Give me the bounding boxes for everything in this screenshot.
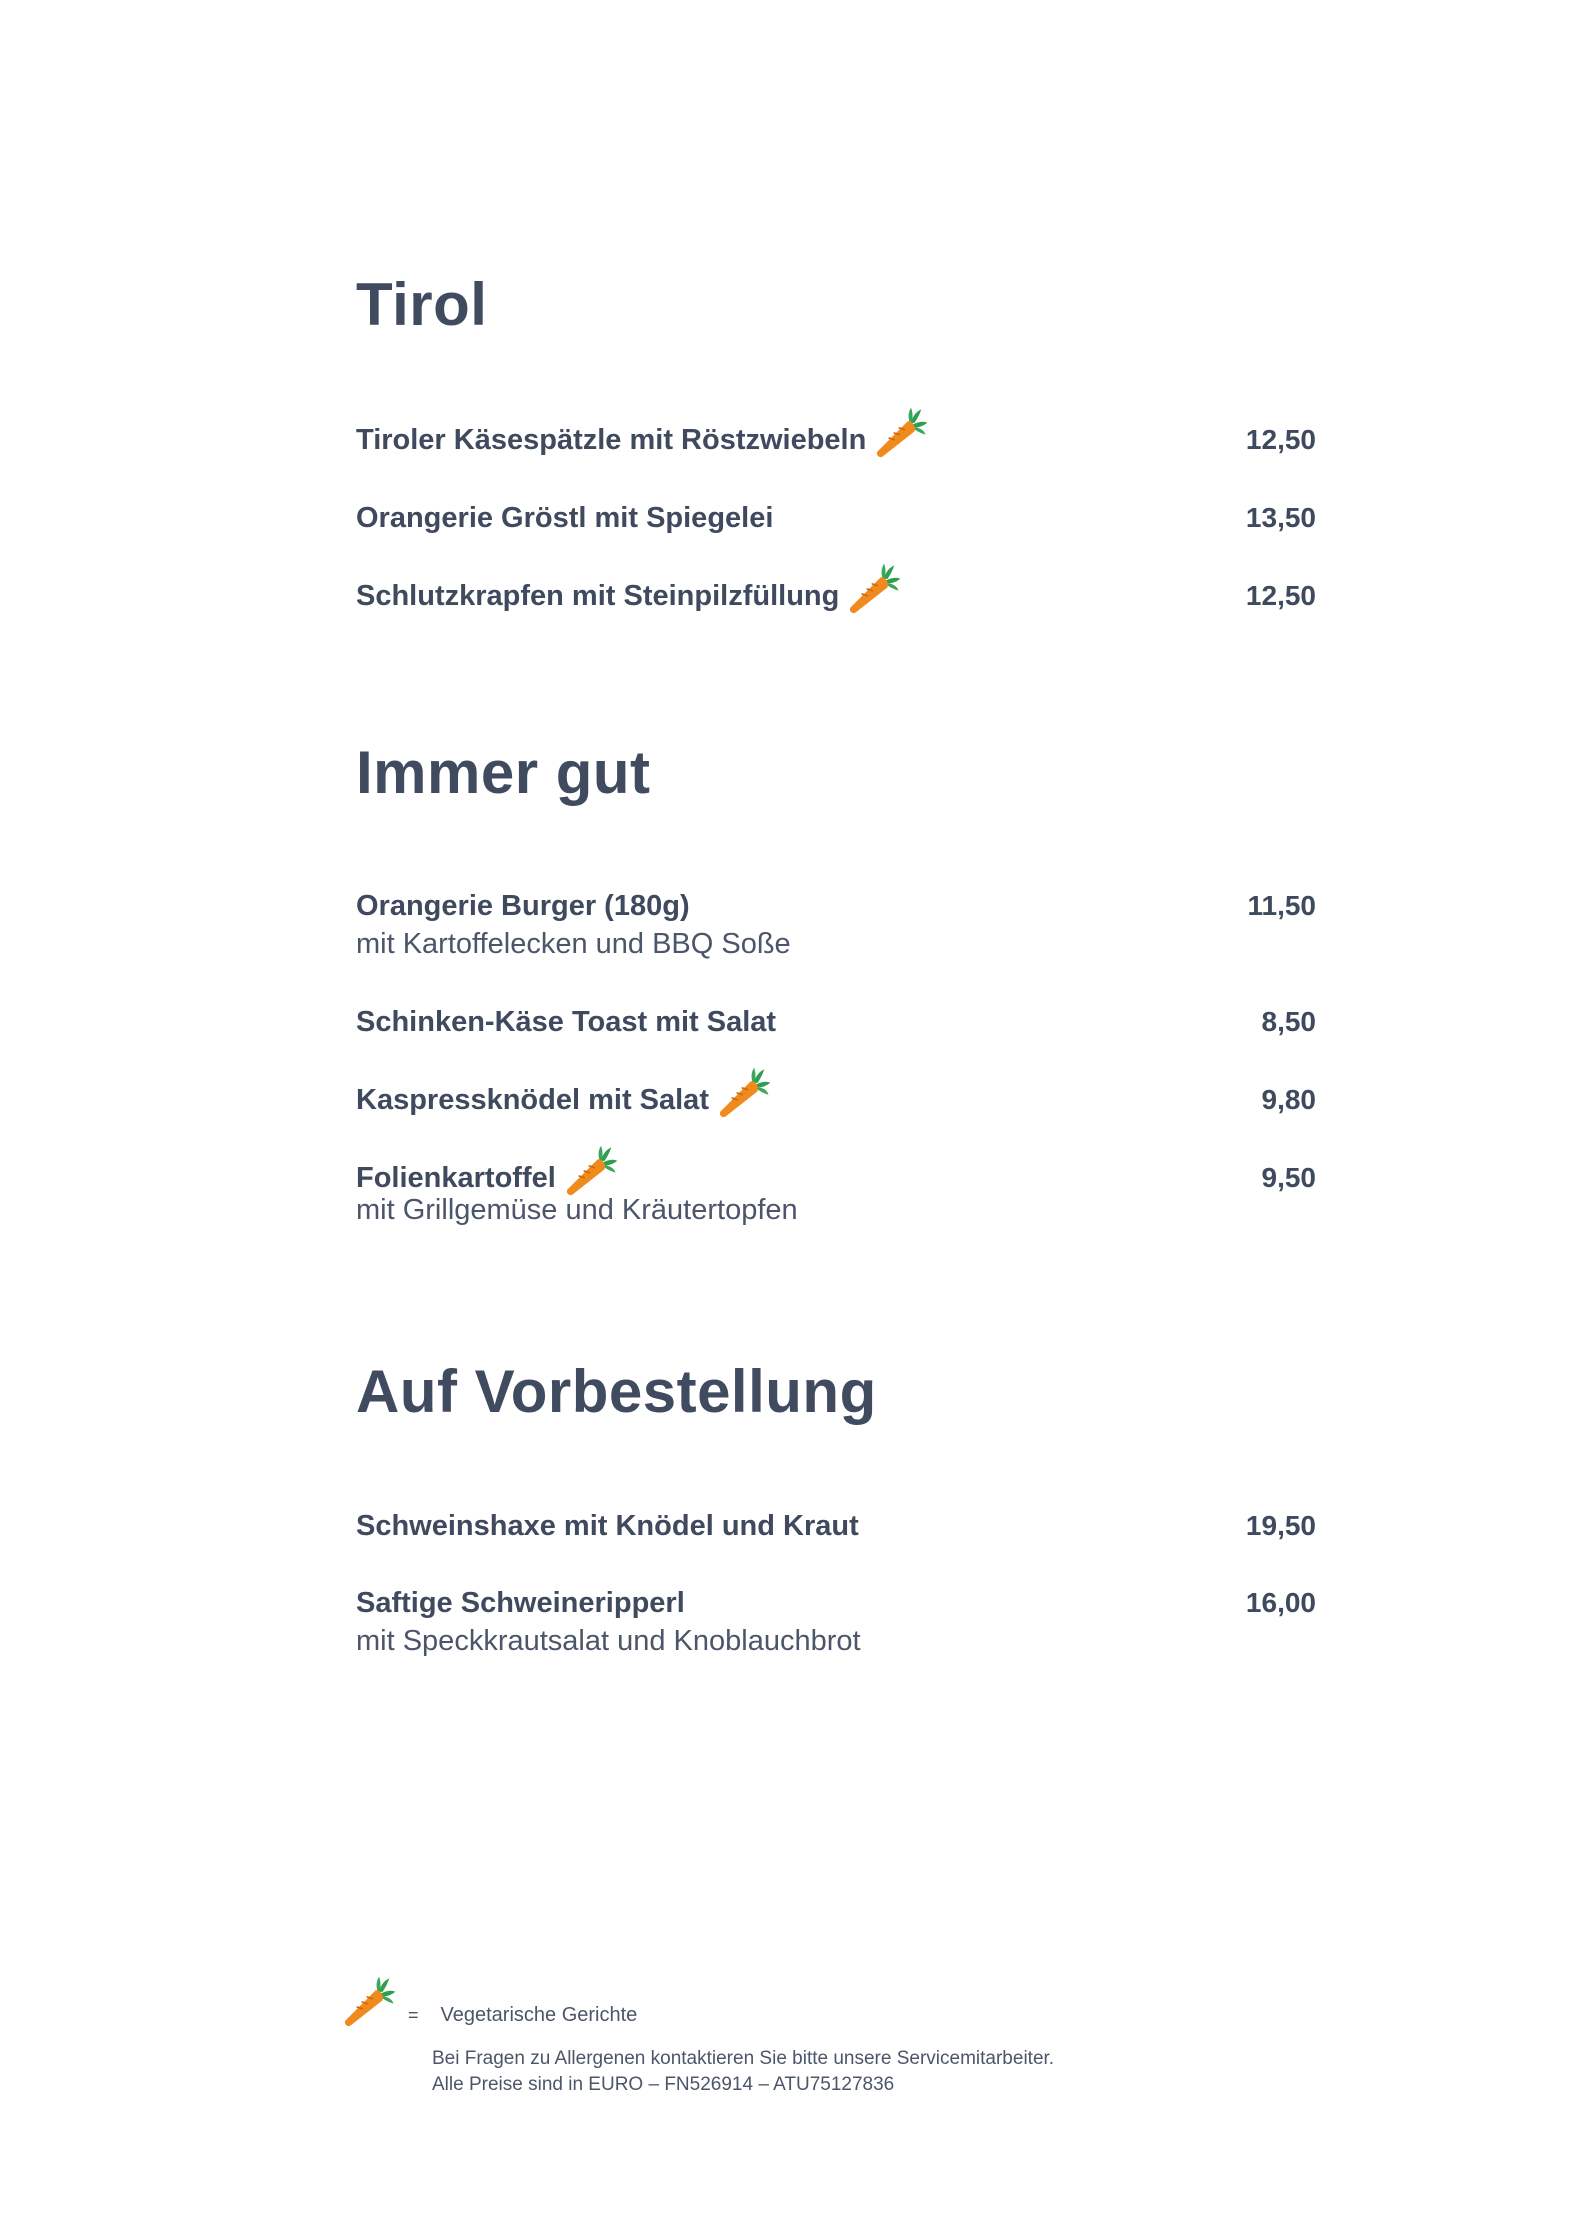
item-name: Kaspressknödel mit Salat — [356, 1084, 709, 1116]
item-description: mit Kartoffelecken und BBQ Soße — [356, 928, 791, 960]
item-price: 16,00 — [1245, 1587, 1316, 1618]
item-price: 8,50 — [1261, 1006, 1316, 1037]
menu-item — [356, 578, 1316, 616]
item-price: 12,50 — [1245, 580, 1316, 611]
legend-equals: = — [408, 2004, 419, 2025]
item-price: 19,50 — [1245, 1510, 1316, 1541]
section-title-auf-vorbestellung: Auf Vorbestellung — [356, 1358, 877, 1425]
carrot-icon — [847, 562, 901, 616]
menu-item — [356, 1585, 1316, 1659]
item-name: Schinken-Käse Toast mit Salat — [356, 1006, 777, 1038]
menu-item — [356, 1508, 1316, 1544]
item-name: Tiroler Käsespätzle mit Röstzwiebeln — [356, 424, 867, 456]
item-name: Schweinshaxe mit Knödel und Kraut — [356, 1510, 859, 1542]
item-name: Orangerie Gröstl mit Spiegelei — [356, 502, 774, 534]
price-note: Alle Preise sind in EURO – FN526914 – ATU75127836 — [432, 2074, 895, 2095]
section-title-immer-gut: Immer gut — [356, 739, 651, 806]
item-description: mit Grillgemüse und Kräutertopfen — [356, 1194, 798, 1226]
menu-item — [356, 422, 1316, 460]
item-price: 9,50 — [1261, 1162, 1316, 1193]
menu-item — [356, 500, 1316, 536]
item-price: 12,50 — [1245, 424, 1316, 455]
menu-item — [356, 1160, 1316, 1228]
carrot-icon — [564, 1144, 618, 1198]
carrot-icon — [717, 1066, 771, 1120]
carrot-icon — [342, 1975, 396, 2029]
legend — [342, 1975, 1242, 2029]
legend-label: Vegetarische Gerichte — [440, 2003, 638, 2026]
menu-item — [356, 888, 1316, 962]
item-price: 13,50 — [1245, 502, 1316, 533]
item-name: Saftige Schweineripperl — [356, 1587, 685, 1619]
item-price: 11,50 — [1247, 890, 1316, 921]
allergen-note: Bei Fragen zu Allergenen kontaktieren Sie bitte unsere Servicemitarbeiter. — [432, 2048, 1055, 2069]
item-name: Folienkartoffel — [356, 1162, 556, 1194]
item-price: 9,80 — [1261, 1084, 1316, 1115]
item-name: Schlutzkrapfen mit Steinpilzfüllung — [356, 580, 840, 612]
menu-item — [356, 1082, 1316, 1120]
carrot-icon — [874, 406, 928, 460]
item-name: Orangerie Burger (180g) — [356, 890, 690, 922]
item-description: mit Speckkrautsalat und Knoblauchbrot — [356, 1625, 861, 1657]
section-title-tirol: Tirol — [356, 271, 488, 338]
menu-item — [356, 1004, 1316, 1040]
